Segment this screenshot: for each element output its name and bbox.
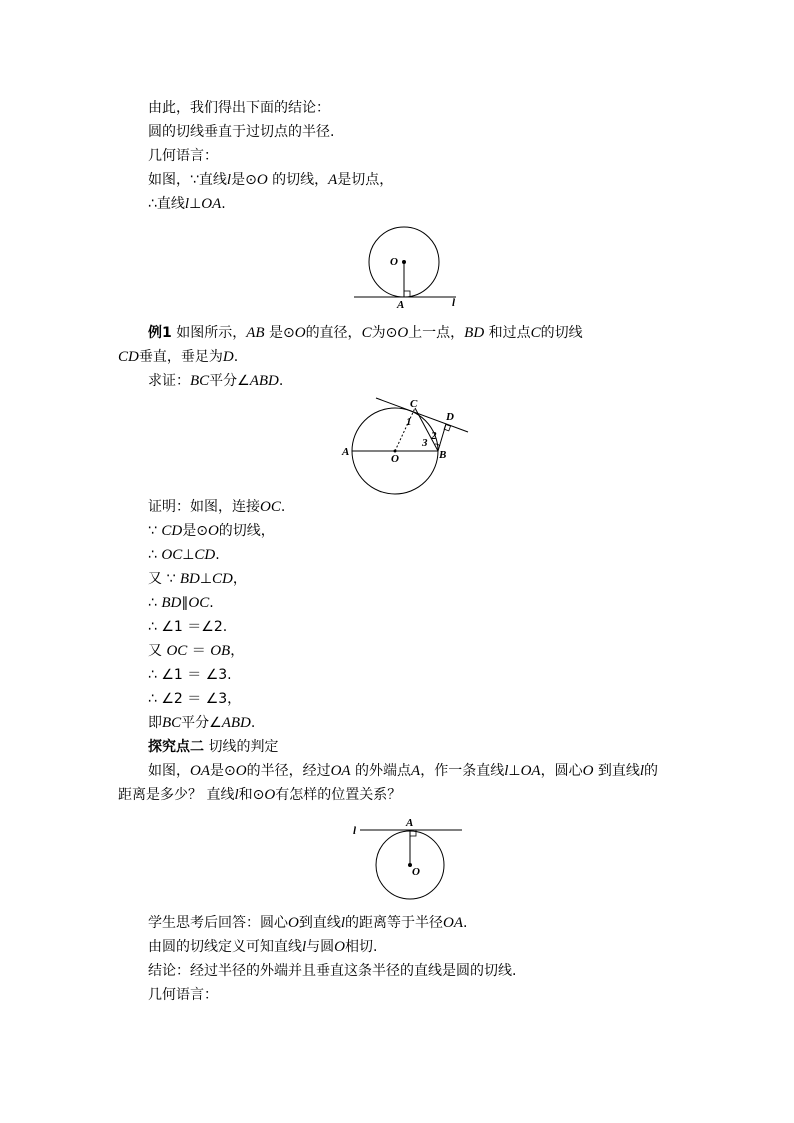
var: O [207, 523, 219, 539]
var: OA [330, 763, 351, 779]
text: . [233, 349, 239, 365]
proof-line-7 [148, 641, 244, 661]
var: O [256, 172, 268, 188]
question-line-1 [148, 761, 658, 781]
var: OC [260, 499, 281, 515]
label-o: O [412, 866, 420, 878]
label-c: C [410, 398, 418, 410]
text: 是⊙ [210, 763, 236, 779]
text: . [221, 196, 226, 212]
figure-example-1 [340, 396, 480, 496]
text: . [278, 373, 284, 389]
proof-line-1 [148, 497, 285, 517]
text: ⊥ [508, 763, 521, 779]
var: CD [194, 547, 216, 563]
tangent-line-cd [376, 398, 468, 432]
answer-line-3 [148, 961, 516, 981]
proof-line-2 [148, 521, 275, 541]
text: 如图所示， [171, 325, 247, 341]
figure-tangent-line [350, 228, 470, 310]
var: OA [443, 915, 464, 931]
text: 和过点 [484, 325, 531, 341]
text: 平分∠ [209, 373, 250, 389]
text: 到直线 [593, 763, 640, 779]
proof-line-9 [148, 689, 241, 709]
example-line-1 [148, 323, 583, 343]
var: A [328, 172, 338, 188]
intro-line-4 [148, 170, 393, 190]
var: l [184, 196, 190, 212]
text: 由此，我们得出下面的结论： [148, 100, 330, 116]
var: OA [520, 763, 541, 779]
text: ∴ [148, 547, 162, 563]
text: 是切点， [337, 172, 394, 188]
right-angle-mark [444, 424, 450, 430]
section-subtitle: 切线的判定 [204, 739, 279, 755]
text: . [215, 547, 220, 563]
section-title: 探究点二 [148, 739, 204, 755]
text: ∴ ∠1 ＝∠2. [148, 619, 228, 635]
text: . [250, 715, 256, 731]
var: ABD [221, 715, 251, 731]
answer-line-4 [148, 985, 218, 1005]
text: 又 ∵ [148, 571, 180, 587]
section-2-heading [148, 737, 278, 757]
var: OC [166, 643, 188, 659]
var: O [264, 787, 276, 803]
proof-line-5 [148, 593, 214, 613]
var: l [226, 172, 232, 188]
var: D [222, 349, 234, 365]
text: 即 [148, 715, 162, 731]
var: l [234, 787, 239, 803]
text: 几何语言： [148, 987, 218, 1003]
text: ∴ ∠2 ＝ ∠3， [148, 691, 242, 707]
var: CD [212, 571, 233, 587]
text: . [209, 595, 214, 611]
text: 的外端点 [350, 763, 412, 779]
var: BC [162, 715, 182, 731]
text: ∵ [148, 523, 162, 539]
center-dot [402, 260, 406, 264]
text: 距离是多少？ 直线 [118, 787, 235, 803]
text: 的直径， [305, 325, 362, 341]
label-o: O [391, 453, 399, 465]
text: . [280, 499, 286, 515]
text: 垂直，垂足为 [138, 349, 223, 365]
example-label: 例1 [148, 325, 172, 341]
text: 为⊙ [371, 325, 398, 341]
answer-line-2 [148, 937, 377, 957]
right-angle-mark [404, 291, 410, 297]
var: BD [161, 595, 182, 611]
segment-oc [395, 408, 415, 451]
text: 由圆的切线定义可知直线 [148, 939, 302, 955]
question-line-2 [118, 785, 401, 805]
text: 是⊙ [264, 325, 295, 341]
text: ∴ [148, 595, 162, 611]
var: C [361, 325, 372, 341]
text: 又 [148, 643, 167, 659]
text: 学生思考后回答：圆心 [148, 915, 288, 931]
text: 如图， [148, 763, 190, 779]
label-d: D [446, 411, 454, 423]
var: BC [190, 373, 210, 389]
intro-line-1 [148, 98, 330, 118]
proof-line-4 [148, 569, 247, 589]
var: O [582, 763, 594, 779]
var: OA [190, 763, 210, 779]
var: O [397, 325, 409, 341]
text: ∴直线 [148, 196, 185, 212]
text: 与圆 [306, 939, 335, 955]
text: 是⊙ [182, 523, 208, 539]
text: ∥ [181, 595, 189, 611]
var: CD [118, 349, 139, 365]
label-a: A [406, 817, 414, 829]
text: 和⊙ [238, 787, 265, 803]
text: ，作一条直线 [420, 763, 505, 779]
intro-line-3 [148, 146, 218, 166]
label-3: 3 [422, 437, 428, 449]
text: ＝ [187, 643, 211, 659]
text: 的切线， [267, 172, 329, 188]
example-line-2 [118, 347, 238, 367]
text: 求证： [148, 373, 190, 389]
text: 相切. [345, 939, 378, 955]
label-o: O [390, 256, 398, 268]
text: 的距离等于半径 [345, 915, 444, 931]
label-a: A [342, 446, 350, 458]
var: O [334, 939, 346, 955]
var: l [302, 939, 307, 955]
var: l [340, 915, 346, 931]
var: OC [161, 547, 183, 563]
var: BD [179, 571, 200, 587]
text: ∴ ∠1 ＝ ∠3. [148, 667, 232, 683]
proof-line-6 [148, 617, 227, 637]
example-line-3 [148, 371, 283, 391]
var: O [288, 915, 299, 931]
text: 证明：如图，连接 [148, 499, 260, 515]
text: 的半径，经过 [246, 763, 331, 779]
text: 如图，∵直线 [148, 172, 227, 188]
var: l [639, 763, 645, 779]
figure-tangent-criterion [350, 815, 470, 903]
text: 结论：经过半径的外端并且垂直这条半径的直线是圆的切线. [148, 963, 517, 979]
text: 的 [644, 763, 659, 779]
var: l [504, 763, 509, 779]
text: ⊥ [199, 571, 213, 587]
text: . [463, 915, 468, 931]
text: ， [230, 643, 245, 659]
text: 平分∠ [181, 715, 222, 731]
proof-line-8 [148, 665, 232, 685]
proof-line-10 [148, 713, 255, 733]
var: O [294, 325, 306, 341]
label-l: l [452, 297, 456, 309]
label-a: A [397, 299, 405, 311]
text: 到直线 [298, 915, 341, 931]
text: 的切线 [540, 325, 583, 341]
text: ⊥ [189, 196, 202, 212]
var: OB [210, 643, 231, 659]
answer-line-1 [148, 913, 467, 933]
text: 圆的切线垂直于过切点的半径. [148, 124, 335, 140]
var: ABD [249, 373, 279, 389]
text: 几何语言： [148, 148, 218, 164]
label-b: B [439, 449, 447, 461]
proof-line-3 [148, 545, 220, 565]
text: 有怎样的位置关系？ [275, 787, 402, 803]
var: BD [464, 325, 485, 341]
var: C [530, 325, 541, 341]
intro-line-5 [148, 194, 226, 214]
var: OA [201, 196, 222, 212]
var: A [411, 763, 421, 779]
var: OC [188, 595, 210, 611]
text: ⊥ [182, 547, 195, 563]
text: ， [232, 571, 247, 587]
text: 上一点， [408, 325, 465, 341]
var: AB [246, 325, 265, 341]
label-l: l [353, 825, 357, 837]
text: 的切线， [218, 523, 275, 539]
var: O [235, 763, 247, 779]
label-1: 1 [406, 416, 412, 428]
var: CD [161, 523, 183, 539]
text: 是⊙ [231, 172, 257, 188]
label-2: 2 [431, 430, 437, 442]
intro-line-2 [148, 122, 334, 142]
text: ，圆心 [540, 763, 583, 779]
